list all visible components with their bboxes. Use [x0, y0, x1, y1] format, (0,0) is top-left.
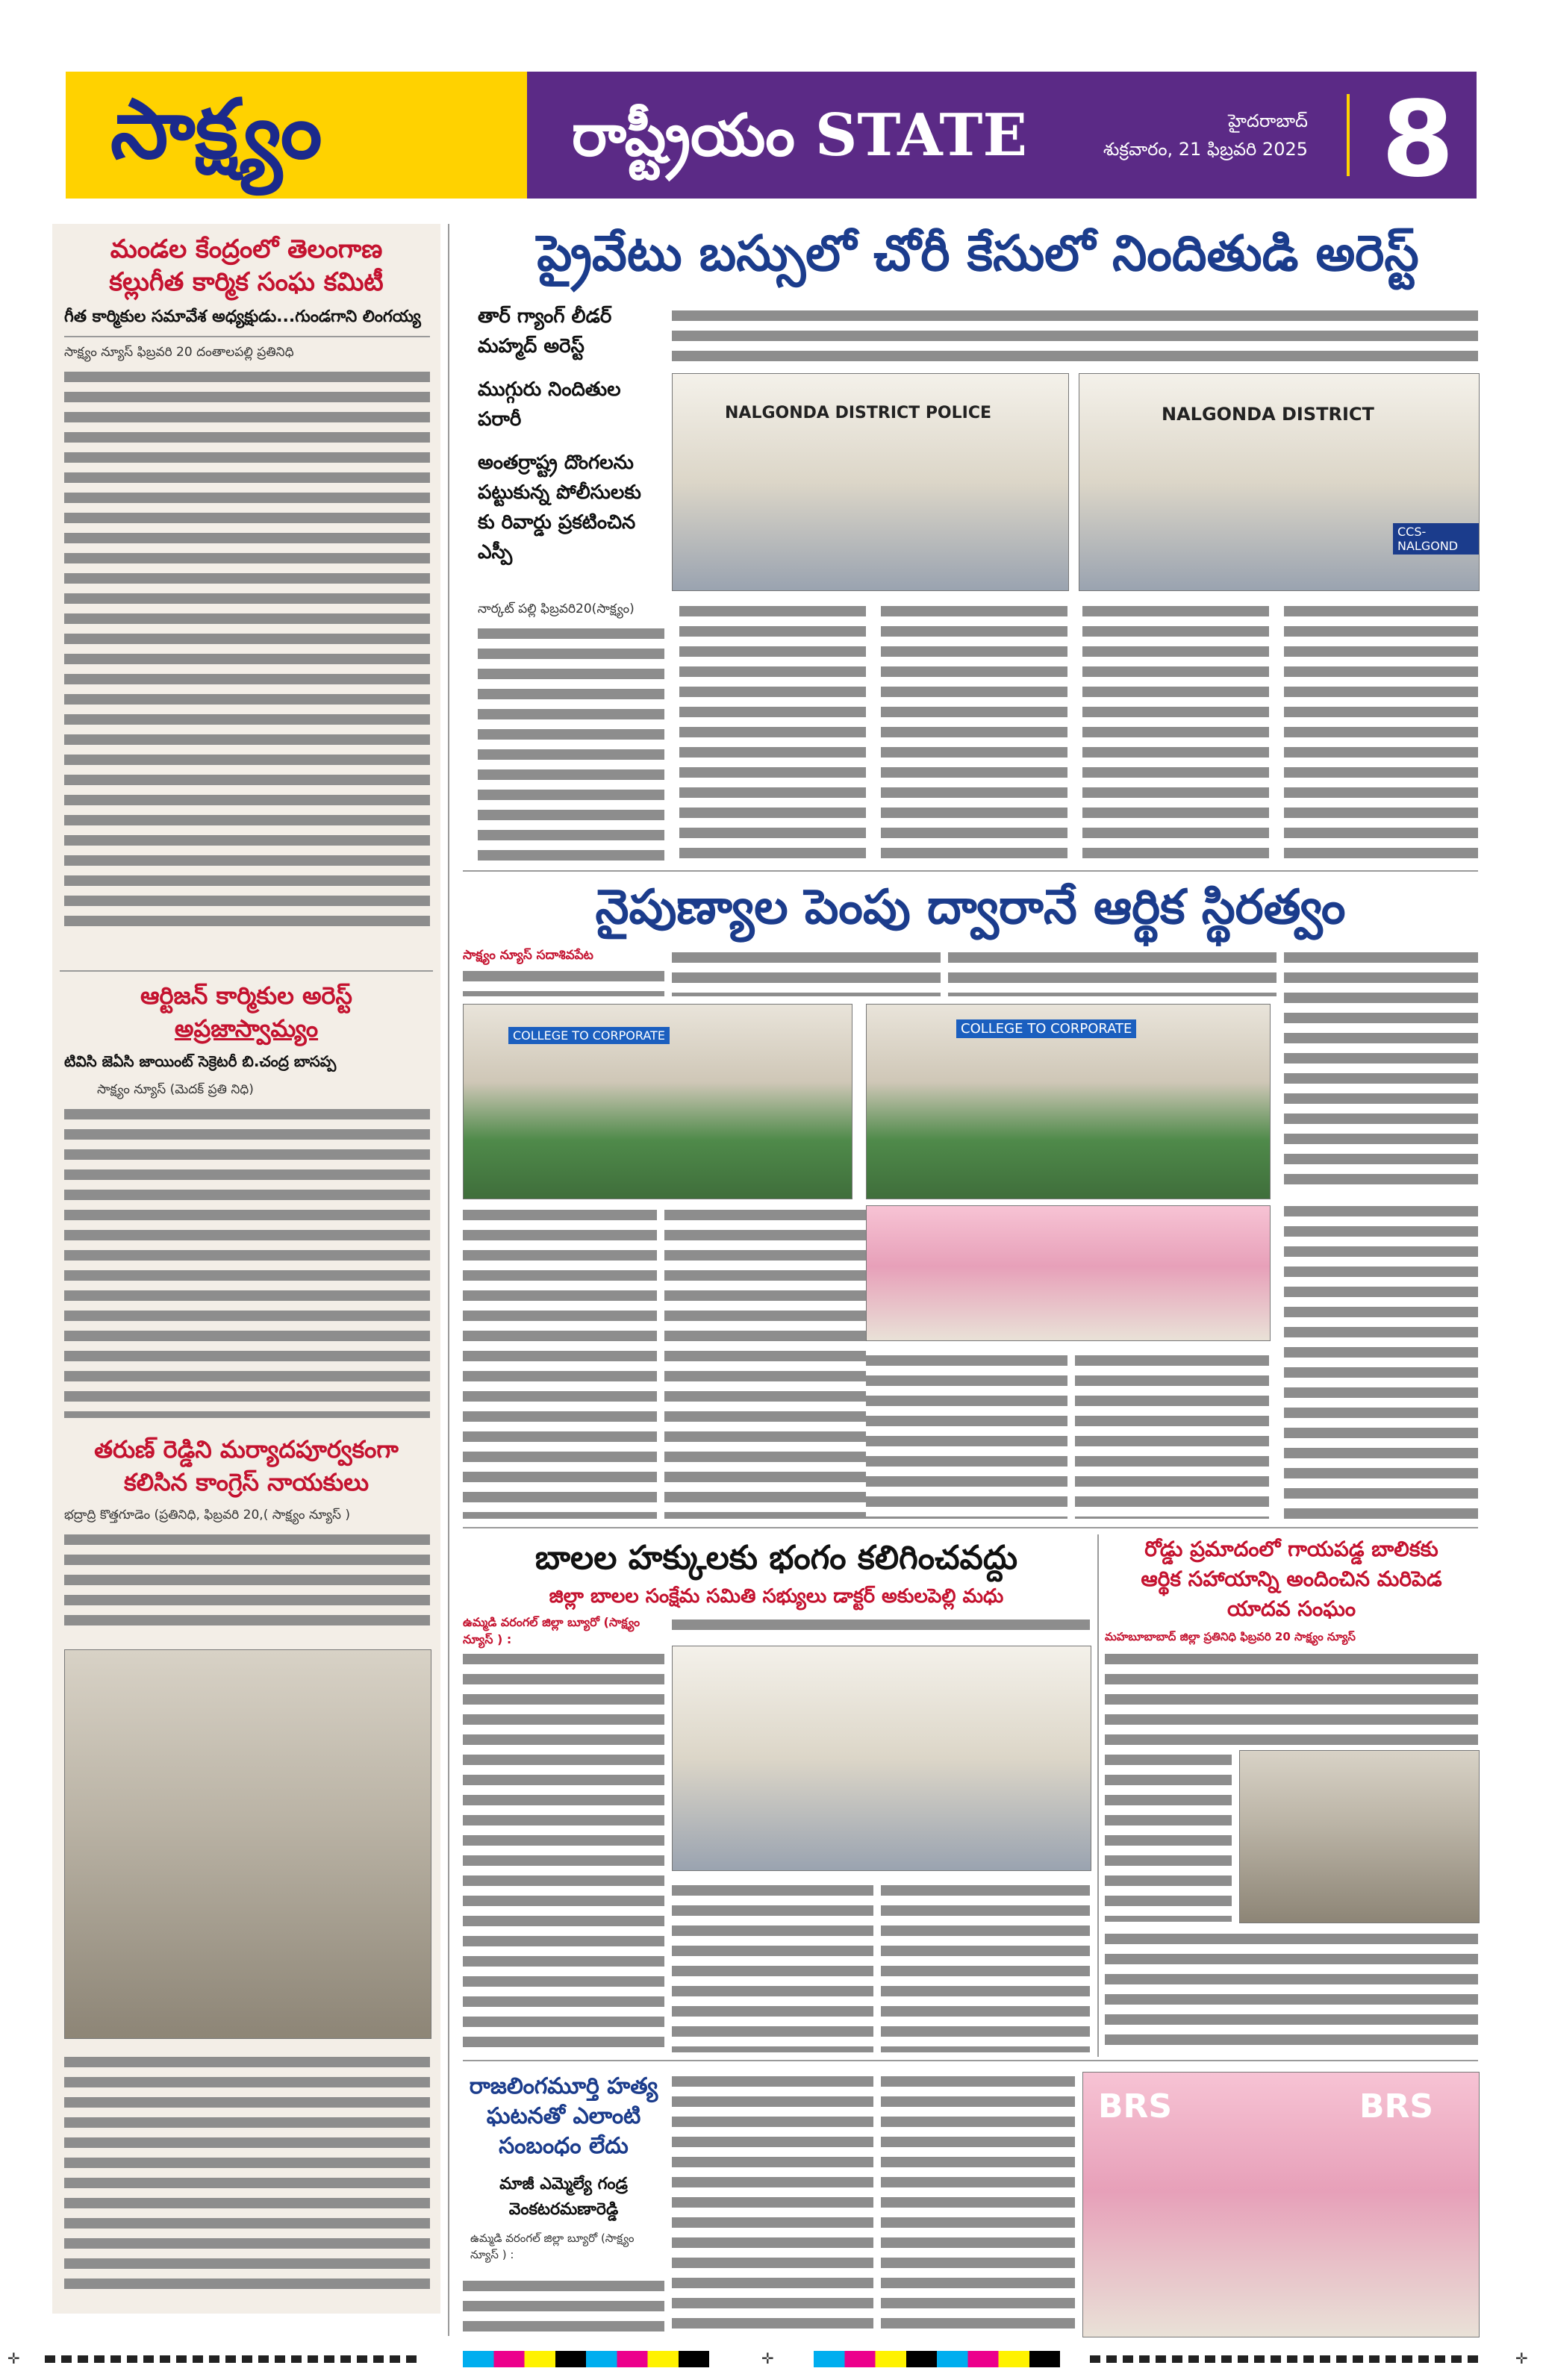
murder-dateline: ఉమ్మడి వరంగల్ జిల్లా బ్యూరో (సాక్ష్యం న్యూస్ ) : — [470, 2231, 635, 2261]
skills-body-top2 — [672, 948, 941, 996]
divider — [463, 2060, 1478, 2061]
skills-body-col5 — [1284, 1202, 1478, 1519]
skills-photo-3 — [866, 1205, 1271, 1341]
accident-dateline: మహబూబాబాద్ జిల్లా ప్రతినిధి ఫిబ్రవరి 20 సాక్ష్యం న్యూస్ — [1105, 1630, 1356, 1643]
ccs-badge: CCS-NALGOND — [1393, 523, 1479, 555]
lead-body-col3 — [881, 602, 1067, 863]
skills-body-col3 — [866, 1351, 1067, 1519]
cmyk-color-bar — [463, 2351, 709, 2367]
lead-kickers — [478, 302, 664, 567]
accident-body-bottom — [1105, 1929, 1478, 2052]
lead-photo-1 — [672, 373, 1069, 591]
accident-body-top — [1105, 1649, 1478, 1746]
skills-body-col2 — [664, 1205, 866, 1519]
story1-subhead: గీత కార్మికుల సమావేశ అధ్యక్షుడు...గుండగాని లింగయ్య — [64, 307, 421, 326]
page-number: 8 — [1381, 79, 1454, 201]
murder-subhead: మాజీ ఎమ్మెల్యే గండ్ర వెంకటరమణారెడ్డి — [499, 2175, 628, 2219]
lead-body-col2 — [679, 602, 866, 863]
story3-body-continued — [64, 2052, 430, 2299]
brs-logo-text: BRS — [1098, 2087, 1173, 2126]
police-sign: NALGONDA DISTRICT POLICE — [725, 404, 992, 422]
story3-headline: తరుణ్ రెడ్డిని మర్యాదపూర్వకంగా కలిసిన కాంగ్రెస్ నాయకులు — [94, 1435, 399, 1496]
kicker-2: ముగ్గురు నిందితుల పరారీ — [478, 378, 621, 431]
registration-mark-icon: ✛ — [1515, 2349, 1528, 2367]
story1-dateline: సాక్ష్యం న్యూస్ ఫిబ్రవరి 20 దంతాలపల్లి ప్రతినిధి — [64, 345, 294, 360]
masthead-city: హైదరాబాద్ — [1228, 110, 1308, 131]
kicker-3: అంతర్రాష్ట్ర దొంగలను పట్టుకున్న పోలీసులకు కు రివార్డు ప్రకటించిన ఎస్పీ — [478, 452, 641, 563]
masthead-logo — [66, 72, 527, 199]
black-registration-bars — [45, 2355, 418, 2363]
lead-body-top — [672, 306, 1478, 366]
registration-mark-icon: ✛ — [7, 2349, 20, 2367]
skills-body-top3 — [948, 948, 1277, 996]
registration-mark-icon: ✛ — [761, 2349, 774, 2367]
murder-photo — [1082, 2072, 1480, 2337]
police-sign-2: NALGONDA DISTRICT — [1162, 404, 1374, 425]
lead-body-col5 — [1284, 602, 1478, 863]
skills-headline: నైపుణ్యాల పెంపు ద్వారానే ఆర్థిక స్థిరత్వం — [595, 880, 1346, 935]
cmyk-color-bar — [814, 2351, 1060, 2367]
skills-photo-2 — [866, 1004, 1271, 1199]
page-number-divider — [1347, 94, 1350, 176]
skills-body-col4 — [1075, 1351, 1269, 1519]
lead-dateline: నార్కట్ పల్లి ఫిబ్రవరి20(సాక్ష్యం) — [478, 602, 635, 616]
college-banner-2: COLLEGE TO CORPORATE — [956, 1019, 1136, 1038]
accident-photo — [1239, 1750, 1480, 1923]
divider — [463, 1527, 1478, 1528]
college-banner: COLLEGE TO CORPORATE — [508, 1027, 670, 1044]
child-body-col1 — [463, 1649, 664, 2052]
child-photo — [672, 1646, 1091, 1871]
lead-body-col1 — [478, 624, 664, 863]
story3-dateline: భద్రాద్రి కొత్తగూడెం (ప్రతినిధి, ఫిబ్రవరి 20,( సాక్ష్యం న్యూస్ ) — [64, 1508, 351, 1522]
skills-body-right — [1284, 948, 1478, 1194]
masthead-date: శుక్రవారం, 21 ఫిబ్రవరి 2025 — [1103, 139, 1308, 160]
black-registration-bars — [1090, 2355, 1478, 2363]
brs-logo-text-2: BRS — [1359, 2087, 1434, 2126]
divider — [463, 870, 1478, 872]
lead-headline: ప్రైవేటు బస్సులో చోరీ కేసులో నిందితుడి అరెస్ట్ — [537, 225, 1419, 282]
story3-body — [64, 1530, 430, 1634]
story1-body — [64, 367, 430, 934]
child-dateline: ఉమ్మడి వరంగల్ జిల్లా బ్యూరో (సాక్ష్యం న్యూస్ ) : — [463, 1615, 640, 1646]
column-rule — [1097, 1534, 1099, 2057]
skills-dateline: సాక్ష్యం న్యూస్ సదాశివపేట — [463, 948, 593, 963]
child-body-top — [672, 1615, 1090, 1637]
murder-body-col2 — [672, 2072, 873, 2336]
accident-body-left — [1105, 1750, 1232, 1922]
lead-photo-2 — [1079, 373, 1480, 591]
story2-subhead: టివిసి జెఏసి జాయింట్ సెక్రెటరీ బి.చంద్ర బాసప్ప — [64, 1052, 337, 1070]
lead-body-col4 — [1082, 602, 1269, 863]
divider — [60, 970, 433, 972]
murder-body-col1 — [463, 2276, 664, 2336]
section-title: రాష్ట్రీయం STATE — [572, 101, 1027, 169]
left-column — [52, 224, 440, 2314]
kicker-1: తార్ గ్యాంగ్ లీడర్ మహ్మద్ అరెస్ట్ — [478, 305, 612, 357]
story1-headline: మండల కేంద్రంలో తెలంగాణ కల్లుగీత కార్మిక సంఘ కమిటీ — [109, 234, 384, 297]
story2-dateline: సాక్ష్యం న్యూస్ (మెదక్ ప్రతి నిధి) — [97, 1082, 254, 1097]
column-rule — [448, 224, 449, 2336]
murder-body-col3 — [881, 2072, 1075, 2336]
story2-headline: ఆర్టిజన్ కార్మికుల అరెస్ట్ అప్రజాస్వామ్యం — [140, 981, 352, 1043]
skills-body-col1 — [463, 1205, 657, 1519]
logo-text: సాక్ష్యం — [110, 81, 322, 177]
masthead-band — [527, 72, 1477, 199]
murder-headline: రాజలింగమూర్తి హత్య ఘటనతో ఎలాంటి సంబంధం లేదు — [469, 2073, 658, 2159]
story2-body — [64, 1105, 430, 1418]
congress-leaders-photo — [64, 1649, 431, 2039]
print-registration-strip — [0, 2351, 1543, 2369]
child-body-col3 — [881, 1881, 1090, 2052]
divider — [64, 336, 430, 337]
child-headline: బాలల హక్కులకు భంగం కలిగించవద్దు — [534, 1539, 1018, 1577]
child-body-col2 — [672, 1881, 873, 2052]
skills-photo-1 — [463, 1004, 852, 1199]
skills-body-top1 — [463, 966, 664, 996]
accident-headline: రోడ్డు ప్రమాదంలో గాయపడ్డ బాలికకు ఆర్థిక సహాయాన్ని అందించిన మరిపెడ యాదవ సంఘం — [1141, 1537, 1442, 1621]
child-subhead: జిల్లా బాలల సంక్షేమ సమితి సభ్యులు డాక్టర్ అకులపెల్లి మధు — [549, 1585, 1004, 1608]
